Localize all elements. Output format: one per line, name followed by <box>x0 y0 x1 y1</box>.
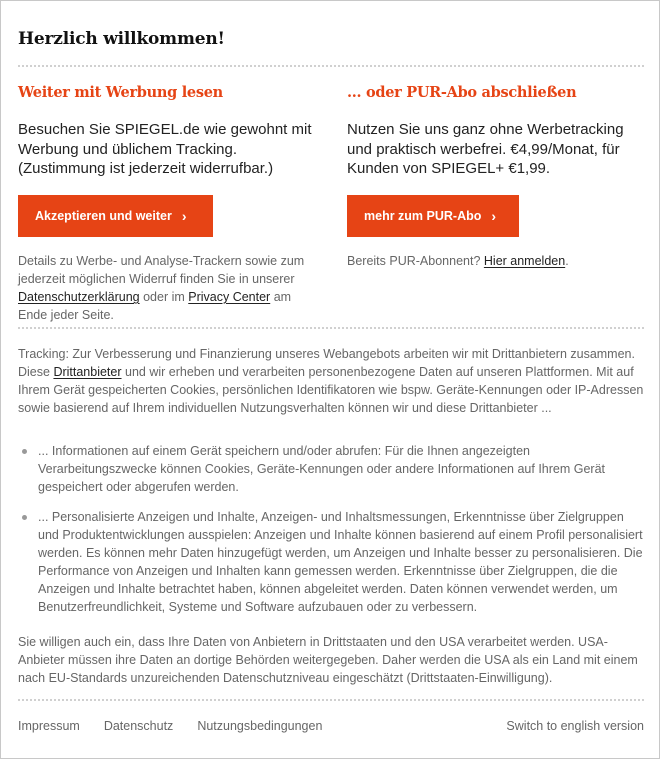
purpose-text: ... Personalisierte Anzeigen und Inhalte, Anzeigen- und Inhaltsmessungen, Erkenntnisse über Zielgruppen und Produktentwicklungen ausspielen: Anzeigen und Inhalte können basierend auf einem Profil personalisiert werden. Es können mehr Daten hinzugefügt werden, um Anzeigen und Inhalte besser zu personalisieren. Die Performance von Anzeigen und Inhalten kann gemessen werden. Erkenntnisse über Zielgruppen, die die Anzeigen und Inhalte betrachtet haben, können abgeleitet werden. Daten können verwendet werden, um Benutzerfreundlichkeit, Systeme und Software aufzubauen oder zu verbessern. <box>38 510 643 614</box>
impressum-link[interactable]: Impressum <box>18 719 80 733</box>
pur-abo-button[interactable] <box>347 195 519 237</box>
purpose-list <box>18 442 646 616</box>
datenschutz-link[interactable]: Datenschutz <box>103 719 174 733</box>
chevron-right-icon: › <box>491 208 497 224</box>
terms-of-use-link[interactable]: Nutzungsbedingungen <box>197 719 323 733</box>
divider-top <box>18 65 644 67</box>
purpose-text: ... Informationen auf einem Gerät speichern und/oder abrufen: Für die Ihnen angezeigten Verarbeitungszwecke können Cookies, Geräte-Kennungen oder andere Informationen auf Ihrem Gerät gespeichert oder abgerufen werden. <box>38 444 606 494</box>
privacy-policy-link[interactable]: Datenschutzerklärung <box>18 290 140 304</box>
divider-middle <box>18 327 644 329</box>
pur-option-description: Nutzen Sie uns ganz ohne Werbetracking und praktisch werbefrei. €4,99/Monat, für Kunden von SPIEGEL+ €1,99. <box>347 121 624 177</box>
pur-option-column <box>347 83 647 180</box>
tracking-text-start: Tracking: Zur Verbesserung und Finanzierung unseres Webangebots arbeiten wir mit Drittanbietern zusammen. Diese <box>18 347 635 379</box>
login-link[interactable]: Hier anmelden <box>483 254 566 268</box>
pur-option-heading: ... oder PUR-Abo abschließen <box>347 84 577 101</box>
already-text-start: Bereits PUR-Abonnent? <box>347 254 484 268</box>
ads-option-heading: Weiter mit Werbung lesen <box>18 84 223 101</box>
chevron-right-icon: › <box>181 208 187 224</box>
already-text-end: . <box>565 254 569 268</box>
details-text-end: am Ende jeder Seite. <box>18 290 292 322</box>
list-item <box>18 508 646 616</box>
bullet-icon <box>22 449 27 454</box>
details-text-start: Details zu Werbe- und Analyse-Trackern sowie zum jederzeit möglichen Widerruf finden Sie in unserer <box>18 254 305 286</box>
pur-button-label: mehr zum PUR-Abo <box>364 209 482 223</box>
list-item <box>18 442 646 496</box>
ads-option-column <box>18 83 318 180</box>
switch-language-link[interactable]: Switch to english version <box>506 719 644 733</box>
ads-option-description: Besuchen Sie SPIEGEL.de wie gewohnt mit Werbung und üblichem Tracking. (Zustimmung ist jederzeit widerrufbar.) <box>18 121 312 177</box>
footer-links <box>18 717 644 735</box>
already-subscriber-text <box>347 252 647 270</box>
bullet-icon <box>22 515 27 520</box>
privacy-center-link[interactable]: Privacy Center <box>188 290 271 304</box>
divider-bottom <box>18 699 644 701</box>
tracking-text-end: und wir erheben und verarbeiten personenbezogene Daten auf unseren Plattformen. Mit auf Ihrem Gerät gespeicherten Cookies, persönlichen Identifikatoren wie bspw. Geräte-Kennungen oder IP-Adressen sowie basierend auf Ihrem individuellen Nutzungsverhalten können wir und diese Drittanbieter ... <box>18 365 644 415</box>
tracking-info-text <box>18 345 646 417</box>
tracker-details-text <box>18 252 308 324</box>
details-text-middle: oder im <box>139 290 189 304</box>
dialog-title: Herzlich willkommen! <box>18 29 225 49</box>
third-country-consent-text: Sie willigen auch ein, dass Ihre Daten von Anbietern in Drittstaaten und den USA verarbeitet werden. USA-Anbieter müssen ihre Daten an dortige Behörden weitergegeben. Daher werden die USA als ein Land mit einem nach EU-Standards unzureichenden Datenschutzniveau eingeschätzt (Drittstaaten-Einwilligung). <box>18 635 638 685</box>
accept-button-label: Akzeptieren und weiter <box>35 209 172 223</box>
third-party-vendors-link[interactable]: Drittanbieter <box>53 365 122 379</box>
accept-and-continue-button[interactable] <box>18 195 213 237</box>
